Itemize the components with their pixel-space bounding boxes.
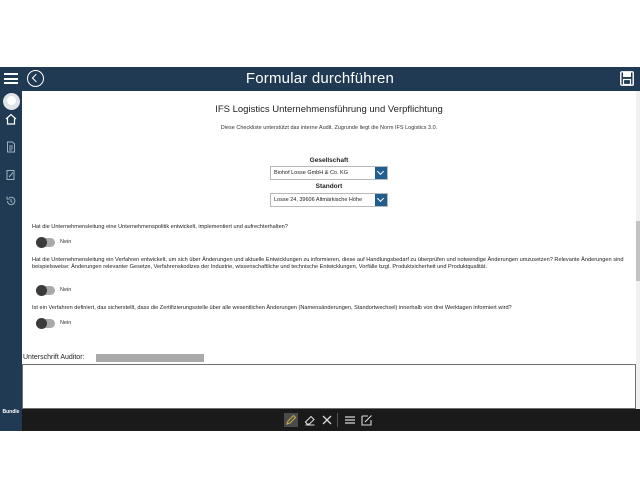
- history-icon[interactable]: [5, 195, 17, 207]
- chevron-down-icon[interactable]: [375, 167, 387, 179]
- location-value: Losse 24, 39606 Altmärkische Höhe: [274, 197, 363, 203]
- form-description: Diese Checkliste unterstützt das interne Audit. Zugrunde liegt die Norm IFS Logistics 3.0.: [220, 125, 438, 131]
- location-select[interactable]: [270, 193, 388, 207]
- answer-toggle-3[interactable]: [36, 319, 55, 328]
- line-width-icon[interactable]: [343, 413, 357, 427]
- question-1: Hat die Unternehmensleitung eine Unternehmenspolitik entwickelt, implementiert und aufrechterhalten?: [32, 224, 288, 230]
- avatar[interactable]: [3, 93, 20, 110]
- answer-label-3: Nein: [60, 320, 72, 326]
- answer-toggle-2[interactable]: [36, 286, 55, 295]
- eraser-icon[interactable]: [303, 413, 317, 427]
- question-3: Ist ein Verfahren definiert, das sicherstellt, dass die Zertifizierungsstelle über alle wesentlichen Änderungen (Namensänderungen, Standortwechsel) innerhalb von drei Werktagen informiert wird?: [32, 305, 512, 311]
- chevron-down-icon[interactable]: [375, 194, 387, 206]
- edit-form-icon[interactable]: [5, 169, 17, 181]
- pen-icon[interactable]: [284, 413, 298, 427]
- save-icon[interactable]: [620, 71, 634, 86]
- company-select[interactable]: [270, 166, 388, 180]
- location-label: Standort: [315, 183, 343, 190]
- scrollbar-thumb[interactable]: [636, 221, 640, 281]
- home-icon[interactable]: [5, 113, 17, 125]
- app-screen: [0, 67, 640, 431]
- answer-label-1: Nein: [60, 239, 72, 245]
- answer-toggle-1[interactable]: [36, 238, 55, 247]
- answer-label-2: Nein: [60, 287, 72, 293]
- sidebar: [0, 91, 22, 431]
- toolbar-divider: [337, 413, 338, 427]
- signature-pad[interactable]: [22, 364, 636, 409]
- header-bar: [0, 67, 640, 91]
- scrollbar[interactable]: [636, 91, 640, 409]
- drawing-toolbar: [22, 409, 640, 431]
- form-title: IFS Logistics Unternehmensführung und Verpflichtung: [215, 104, 443, 115]
- form-content[interactable]: [22, 91, 640, 409]
- brand-logo: Bundle: [2, 409, 20, 415]
- clear-icon[interactable]: [320, 413, 334, 427]
- company-label: Gesellschaft: [309, 157, 349, 164]
- signature-name-field: [96, 354, 204, 362]
- document-icon[interactable]: [5, 141, 17, 153]
- edit-icon[interactable]: [360, 413, 374, 427]
- question-2: Hat die Unternehmensleitung ein Verfahren entwickelt, um sich über Änderungen und aktuelle Entwicklungen zu informieren, diese auf Handlungsbedarf zu überprüfen und notwendige Änderungen umzusetzen? Relevante Änderungen sind beispielsweise: Änderungen relevanter Gesetze, Verfahrenskodizes der Industrie, wissenschaftliche und technische Entwicklungen, Vorfälle bzgl. Produktsicherheit und Produktqualität.: [32, 257, 624, 271]
- page-title: Formular durchführen: [245, 70, 395, 87]
- company-value: Biohof Losse GmbH & Co. KG: [274, 170, 348, 176]
- signature-label: Unterschrift Auditor:: [23, 354, 85, 361]
